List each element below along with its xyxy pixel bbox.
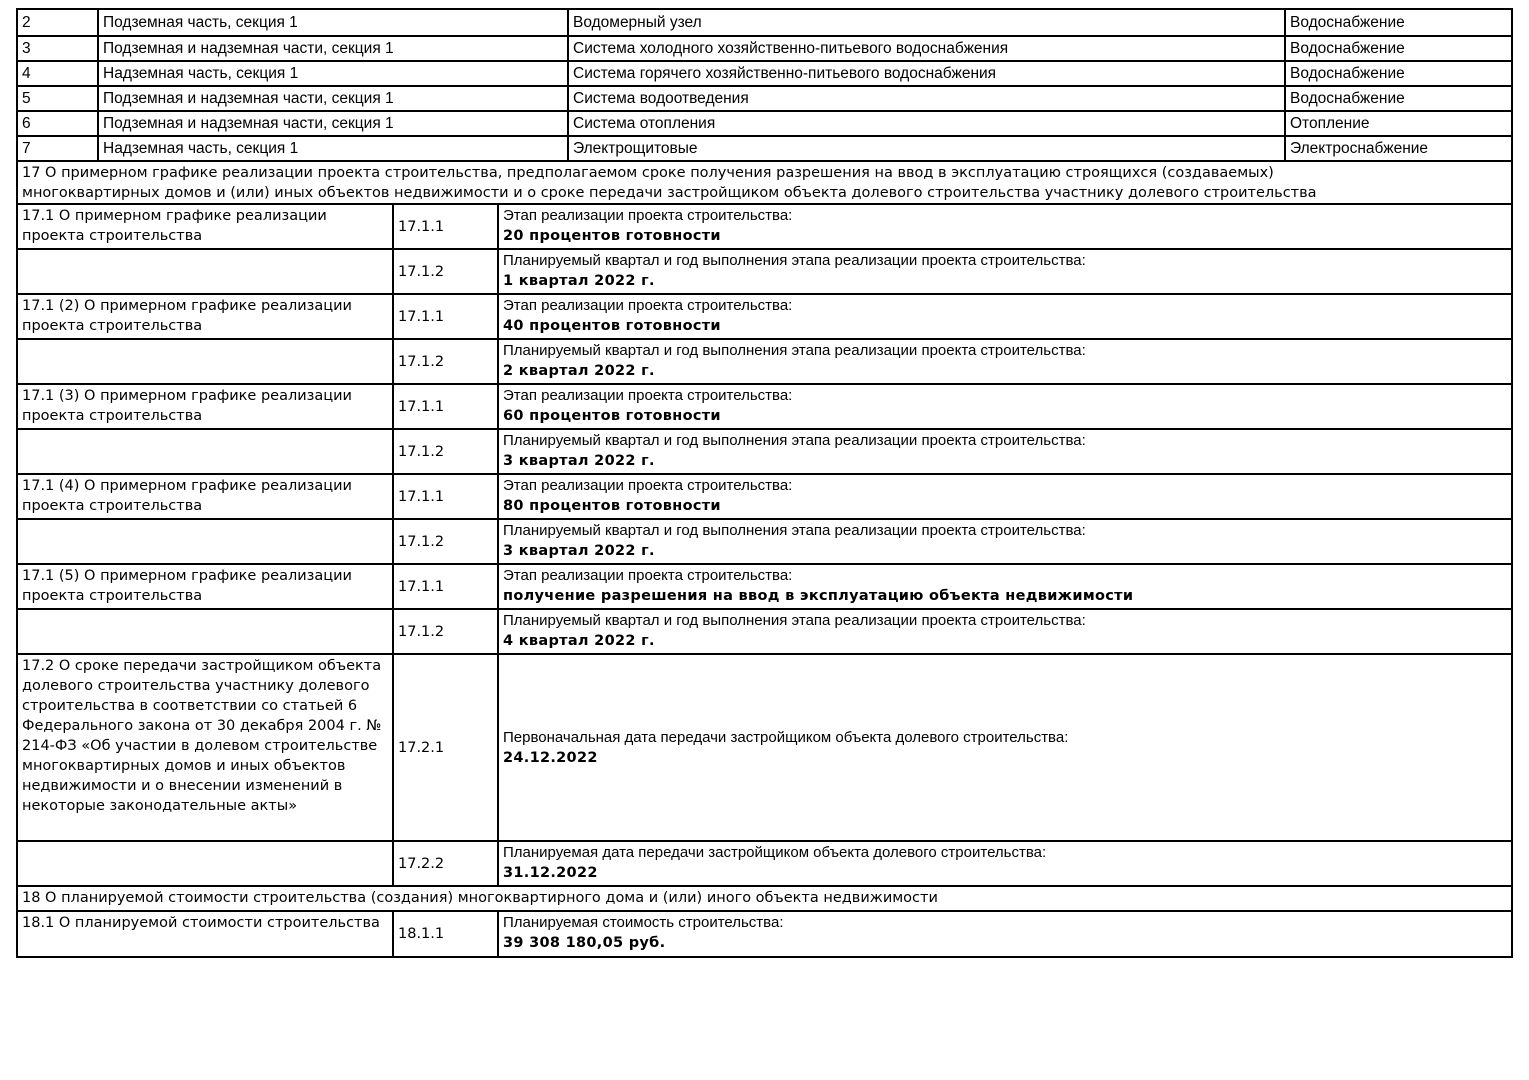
- field-value: 80 процентов готовности: [503, 498, 721, 514]
- item-label: 17.1 (4) О примерном графике реализации проекта строительства: [22, 478, 352, 514]
- table-row: [18, 563, 1511, 608]
- item-content: [497, 610, 1511, 653]
- table-row: [18, 135, 1511, 160]
- item-content: [497, 340, 1511, 383]
- table-row: [18, 383, 1511, 428]
- item-code: 17.2.1: [392, 655, 497, 840]
- field-label: Первоначальная дата передачи застройщиком объекта долевого строительства:: [503, 728, 1069, 746]
- field-label: Планируемый квартал и год выполнения этапа реализации проекта строительства:: [503, 522, 1086, 539]
- section-17-heading-line2: многоквартирных домов и (или) иных объектов недвижимости и о сроке передачи застройщиком объекта долевого строительства участнику долевого строительства: [22, 185, 1317, 201]
- utility-type: Водоснабжение: [1284, 10, 1511, 35]
- item-code: 17.1.1: [392, 565, 497, 608]
- table-row: [18, 248, 1511, 293]
- item-code: 17.1.1: [392, 385, 497, 428]
- item-label: [18, 430, 392, 473]
- table-row: [18, 338, 1511, 383]
- field-value: 24.12.2022: [503, 749, 598, 766]
- field-value: 20 процентов готовности: [503, 228, 721, 244]
- project-declaration-table: [16, 8, 1513, 958]
- item-label: [18, 842, 392, 885]
- item-code: 17.1.2: [392, 520, 497, 563]
- item-code: 17.1.1: [392, 475, 497, 518]
- item-content: [497, 655, 1511, 840]
- field-value: 31.12.2022: [503, 865, 598, 881]
- field-value: 2 квартал 2022 г.: [503, 363, 655, 379]
- table-row: [18, 60, 1511, 85]
- item-content: [497, 565, 1511, 608]
- section-17-heading-line1: 17 О примерном графике реализации проекта строительства, предполагаемом сроке получения разрешения на ввод в эксплуатацию строящихся (создаваемых): [22, 165, 1274, 181]
- item-code: 17.1.1: [392, 295, 497, 338]
- field-value: 60 процентов готовности: [503, 408, 721, 424]
- engineering-system: Система водоотведения: [567, 87, 1284, 110]
- row-number: 5: [22, 89, 31, 107]
- table-row: [18, 473, 1511, 518]
- item-code: 17.1.2: [392, 610, 497, 653]
- field-label: Планируемый квартал и год выполнения этапа реализации проекта строительства:: [503, 252, 1086, 269]
- engineering-system: Система отопления: [567, 112, 1284, 135]
- table-row: [18, 840, 1511, 885]
- item-label: 17.1 (3) О примерном графике реализации проекта строительства: [22, 388, 352, 424]
- field-label: Планируемая дата передачи застройщиком объекта долевого строительства:: [503, 844, 1047, 861]
- engineering-system: Электрощитовые: [567, 137, 1284, 160]
- section-18-heading: 18 О планируемой стоимости строительства (создания) многоквартирного дома и (или) иного объекта недвижимости: [22, 890, 938, 906]
- engineering-system: Система горячего хозяйственно-питьевого водоснабжения: [567, 62, 1284, 85]
- row-number: 3: [22, 39, 31, 57]
- field-label: Этап реализации проекта строительства:: [503, 477, 793, 494]
- building-part: Надземная часть, секция 1: [97, 62, 567, 85]
- table-row: [18, 910, 1511, 956]
- table-row: [18, 518, 1511, 563]
- engineering-system: Водомерный узел: [567, 10, 1284, 35]
- item-label: [18, 520, 392, 563]
- table-row: [18, 35, 1511, 60]
- item-content: [497, 250, 1511, 293]
- field-value: 40 процентов готовности: [503, 318, 721, 334]
- item-content: [497, 912, 1511, 956]
- item-content: [497, 430, 1511, 473]
- field-value: получение разрешения на ввод в эксплуатацию объекта недвижимости: [503, 588, 1134, 604]
- building-part: Подземная и надземная части, секция 1: [97, 37, 567, 60]
- field-label: Планируемая стоимость строительства:: [503, 914, 784, 931]
- field-value: 39 308 180,05 руб.: [503, 935, 666, 951]
- item-content: [497, 842, 1511, 885]
- table-row: [18, 10, 1511, 35]
- field-label: Этап реализации проекта строительства:: [503, 567, 793, 584]
- item-label: 17.1 (5) О примерном графике реализации проекта строительства: [22, 568, 352, 604]
- item-label: 17.1 (2) О примерном графике реализации проекта строительства: [22, 298, 352, 334]
- table-row: [18, 653, 1511, 840]
- item-content: [497, 295, 1511, 338]
- engineering-system: Система холодного хозяйственно-питьевого водоснабжения: [567, 37, 1284, 60]
- building-part: Подземная и надземная части, секция 1: [97, 87, 567, 110]
- section-18-heading-row: [18, 885, 1511, 910]
- utility-type: Электроснабжение: [1284, 137, 1511, 160]
- item-label: [18, 250, 392, 293]
- field-label: Этап реализации проекта строительства:: [503, 207, 793, 224]
- table-row: [18, 608, 1511, 653]
- building-part: Подземная и надземная части, секция 1: [97, 112, 567, 135]
- item-label: 17.1 О примерном графике реализации проекта строительства: [22, 208, 327, 244]
- utility-type: Водоснабжение: [1284, 37, 1511, 60]
- item-label: [18, 610, 392, 653]
- row-number: 2: [22, 13, 31, 31]
- field-label: Планируемый квартал и год выполнения этапа реализации проекта строительства:: [503, 342, 1086, 359]
- item-content: [497, 205, 1511, 248]
- section-17-heading-row: [18, 160, 1511, 203]
- field-label: Планируемый квартал и год выполнения этапа реализации проекта строительства:: [503, 612, 1086, 629]
- field-value: 1 квартал 2022 г.: [503, 273, 655, 289]
- row-number: 7: [22, 139, 31, 157]
- item-content: [497, 475, 1511, 518]
- table-row: [18, 110, 1511, 135]
- item-code: 17.1.2: [392, 250, 497, 293]
- field-value: 4 квартал 2022 г.: [503, 633, 655, 649]
- item-code: 18.1.1: [392, 912, 497, 956]
- utility-type: Отопление: [1284, 112, 1511, 135]
- field-label: Этап реализации проекта строительства:: [503, 387, 793, 404]
- item-content: [497, 520, 1511, 563]
- table-row: [18, 428, 1511, 473]
- field-value: 3 квартал 2022 г.: [503, 543, 655, 559]
- utility-type: Водоснабжение: [1284, 87, 1511, 110]
- building-part: Подземная часть, секция 1: [97, 10, 567, 35]
- table-row: [18, 293, 1511, 338]
- item-code: 17.1.2: [392, 430, 497, 473]
- item-label: 17.2 О сроке передачи застройщиком объекта долевого строительства участнику долевого строительства в соответствии со статьей 6 Федерального закона от 30 декабря 2004 г. № 214-ФЗ «Об участии в долевом строительстве многоквартирных домов и иных объектов недвижимости и о внесении изменений в некоторые законодательные акты»: [22, 658, 382, 814]
- section-17-heading: [18, 162, 1511, 203]
- item-code: 17.1.1: [392, 205, 497, 248]
- field-label: Этап реализации проекта строительства:: [503, 297, 793, 314]
- row-number: 6: [22, 114, 31, 132]
- table-row: [18, 85, 1511, 110]
- utility-type: Водоснабжение: [1284, 62, 1511, 85]
- field-label: Планируемый квартал и год выполнения этапа реализации проекта строительства:: [503, 432, 1086, 449]
- row-number: 4: [22, 64, 31, 82]
- item-label: [18, 340, 392, 383]
- table-row: [18, 203, 1511, 248]
- item-label: 18.1 О планируемой стоимости строительства: [22, 915, 380, 931]
- item-content: [497, 385, 1511, 428]
- item-code: 17.1.2: [392, 340, 497, 383]
- building-part: Надземная часть, секция 1: [97, 137, 567, 160]
- item-code: 17.2.2: [392, 842, 497, 885]
- field-value: 3 квартал 2022 г.: [503, 453, 655, 469]
